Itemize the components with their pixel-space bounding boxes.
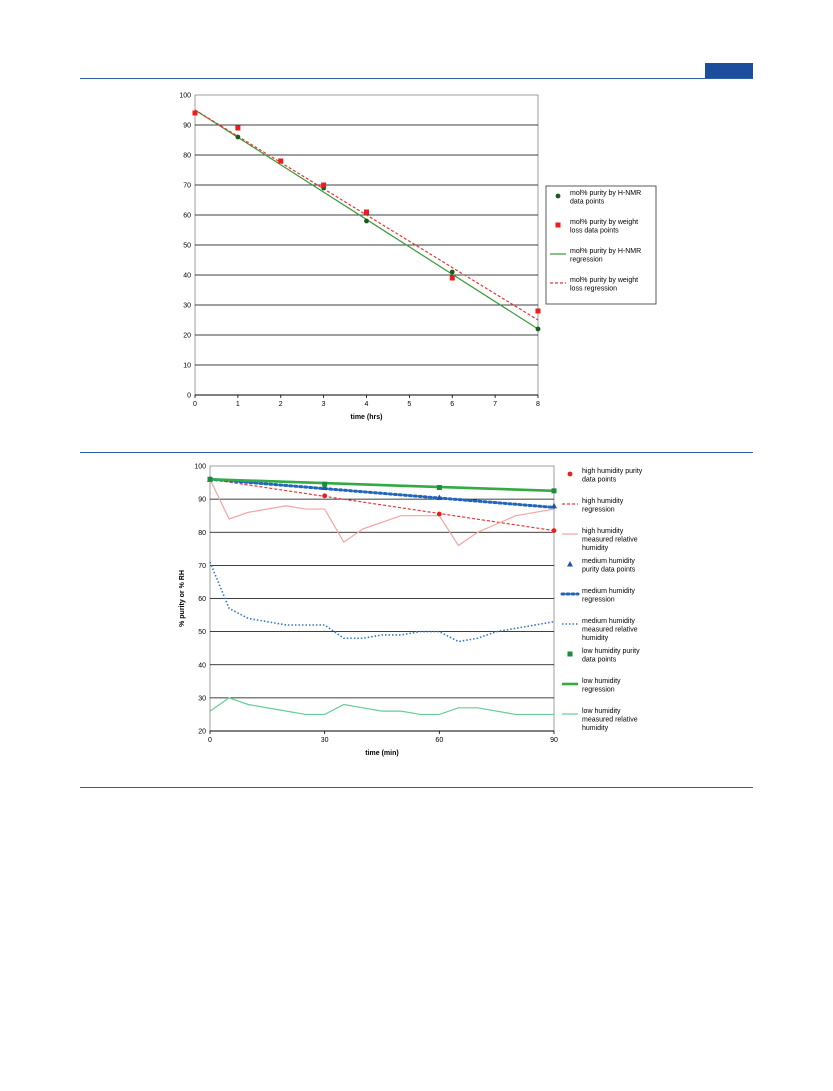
y-tick-label: 0: [187, 392, 191, 400]
data-point: [364, 219, 369, 224]
legend: [546, 186, 656, 304]
legend-label: medium humidity measured relative humidity: [582, 618, 638, 642]
legend-label: high humidity purity data points: [582, 468, 643, 484]
y-tick-label: 10: [183, 362, 191, 370]
x-tick-label: 2: [278, 401, 283, 408]
x-tick-label: 90: [550, 737, 558, 744]
data-point: [322, 482, 327, 487]
legend: [562, 468, 643, 732]
legend-label: high humidity regression: [582, 498, 624, 514]
data-point: [235, 135, 240, 140]
y-tick-label: 100: [194, 463, 206, 471]
data-point: [437, 485, 442, 490]
data-point: [208, 477, 213, 482]
x-tick-label: 3: [321, 401, 326, 408]
y-tick-label: 80: [198, 529, 206, 537]
legend-marker: [568, 652, 573, 657]
legend-label: high humidity measured relative humidity: [582, 528, 638, 552]
legend-label: medium humidity purity data points: [582, 558, 636, 574]
data-point: [450, 276, 455, 281]
y-tick-label: 90: [198, 496, 206, 504]
legend-label: mol% purity by H-NMR data points: [570, 190, 642, 206]
data-point: [321, 183, 326, 188]
data-point: [552, 528, 557, 533]
x-tick-label: 30: [320, 737, 329, 744]
x-tick-label: 5: [407, 401, 412, 408]
data-point: [364, 210, 369, 215]
chart-2: [179, 464, 643, 758]
y-tick-label: 60: [198, 596, 206, 603]
x-tick-label: 0: [208, 737, 212, 744]
data-point: [552, 488, 557, 493]
legend-marker: [568, 472, 573, 477]
y-tick-label: 50: [198, 629, 206, 637]
y-tick-label: 40: [183, 272, 191, 280]
x-tick-label: 1: [235, 401, 240, 408]
y-tick-label: 30: [183, 302, 191, 310]
y-tick-label: 70: [198, 562, 206, 570]
y-tick-label: 20: [198, 728, 206, 736]
data-point: [437, 512, 442, 517]
legend-label: mol% purity by weight loss data points: [570, 219, 639, 235]
y-tick-label: 20: [183, 332, 191, 340]
y-axis-label: % purity or % RH: [179, 570, 186, 627]
legend-label: low humidity measured relative humidity: [582, 708, 638, 732]
legend-label: low humidity regression: [582, 678, 621, 694]
x-tick-label: 7: [493, 401, 498, 408]
y-tick-label: 70: [183, 182, 191, 190]
y-tick-label: 100: [179, 92, 191, 100]
data-point: [322, 493, 327, 498]
legend-label: mol% purity by weight loss regression: [570, 277, 639, 293]
legend-label: low humidity purity data points: [582, 648, 640, 664]
y-tick-label: 90: [183, 122, 191, 130]
data-point: [278, 159, 283, 164]
x-tick-label: 0: [193, 401, 197, 408]
y-tick-label: 40: [198, 662, 206, 670]
y-tick-label: 80: [183, 152, 191, 160]
x-tick-label: 8: [536, 401, 540, 408]
data-point: [193, 111, 198, 116]
x-axis-label: time (min): [365, 750, 399, 757]
chart-1: [179, 93, 656, 422]
data-point: [450, 270, 455, 275]
y-tick-label: 30: [198, 695, 206, 703]
legend-marker: [556, 223, 561, 228]
y-tick-label: 50: [183, 242, 191, 250]
x-tick-label: 60: [435, 737, 444, 744]
data-point: [536, 309, 541, 314]
legend-marker: [567, 561, 573, 567]
data-point: [235, 126, 240, 131]
x-axis-label: time (hrs): [350, 414, 383, 421]
data-point: [536, 327, 541, 332]
x-tick-label: 6: [450, 401, 455, 408]
legend-marker: [556, 194, 561, 199]
legend-label: medium humidity regression: [582, 588, 635, 604]
y-tick-label: 60: [183, 212, 191, 220]
x-tick-label: 4: [364, 401, 369, 408]
legend-label: mol% purity by H-NMR regression: [570, 248, 642, 264]
